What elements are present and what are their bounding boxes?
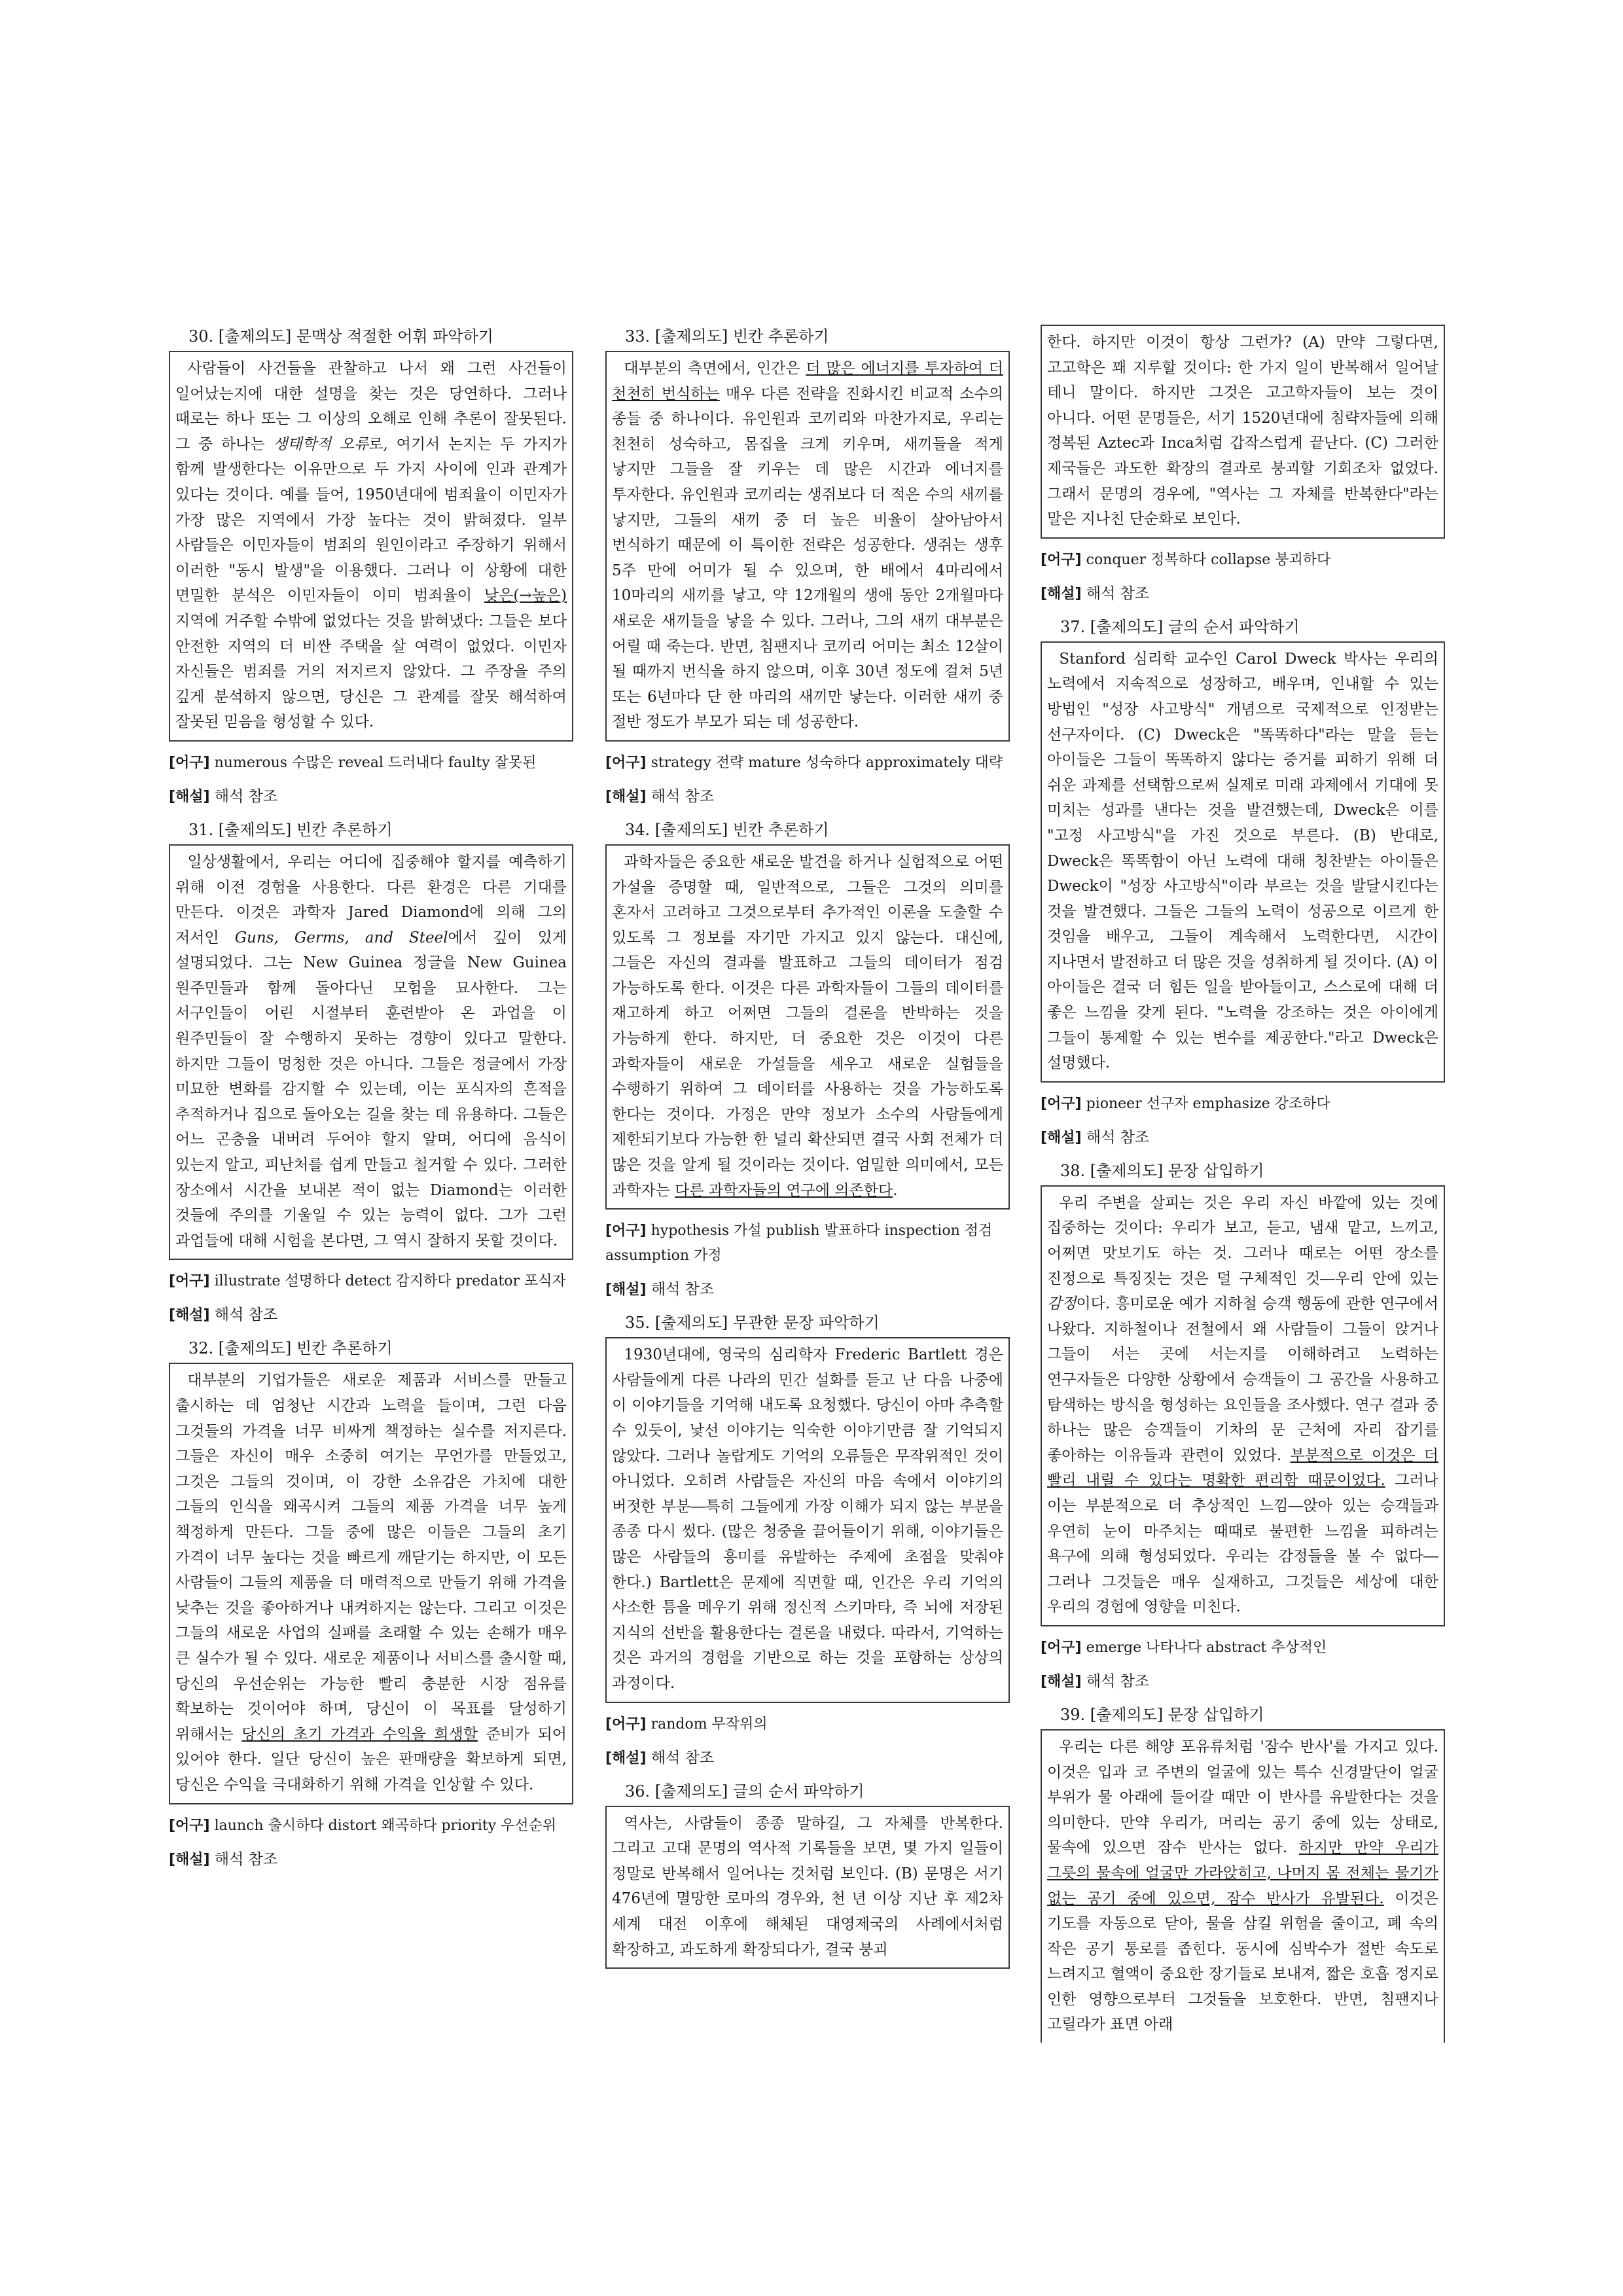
q38-heading: 38. [출제의도] 문장 삽입하기 — [1060, 1161, 1264, 1180]
q34-vocab-tag: [어구] — [605, 1223, 647, 1240]
q32-vocab — [169, 1814, 573, 1839]
q30-vocab-tag: [어구] — [169, 754, 210, 771]
q36-heading: 36. [출제의도] 글의 순서 파악하기 — [625, 1782, 865, 1801]
q31-vocab — [169, 1269, 573, 1294]
q39-underlined: 하지만 만약 우리가 그릇의 물속에 얼굴만 가라앉히고, 나머지 몸 전체는 물기가 없는 공기 중에 있으면, 잠수 반사가 유발된다. — [1047, 1839, 1438, 1907]
q37-vocab — [1041, 1092, 1445, 1117]
q35-sol-tag: [해설] — [605, 1749, 647, 1767]
q34-text-2: . — [893, 1181, 898, 1199]
q33-vocab-text: strategy 전략 mature 성숙하다 approximately 대략 — [646, 754, 1003, 771]
q30-vocab — [169, 751, 573, 776]
q30-text-3: 지역에 거주할 수밖에 없었다는 것을 밝혀냈다: 그들은 보다 안전한 지역의 더 비싼 주택을 살 여력이 없었다. 이민자 자신들은 범죄를 거의 저지르지 않았다. 그 주장을 주의 깊게 분석하지 않으면, 당신은 그 관계를 잘못 해석하여 잘못된 믿음을 형성할 수 있다. — [175, 612, 567, 731]
q38-vocab — [1041, 1636, 1445, 1660]
q30-underlined: 낮은(→높은) — [484, 587, 567, 605]
q37-text-1: Stanford 심리학 교수인 Carol Dweck 박사는 우리의 노력에서 지속적으로 성장하고, 배우며, 인내할 수 있는 방법인 "성장 사고방식" 개념으로 국제적으로 인정받는 선구자이다. (C) Dweck은 "똑똑하다"라는 말을 듣는 아이들은 그들이 똑똑하지 않다는 증거를 피하기 위해 더 쉬운 과제를 선택함으로써 실제로 미래 과제에서 기대에 못 미치는 성과를 낸다는 것을 발견했는데, Dweck은 이를 "고정 사고방식"을 가진 것으로 부른다. (B) 반대로, Dweck은 똑똑함이 아닌 노력에 대해 칭찬받는 아이들은 Dweck이 "성장 사고방식"이라 부르는 것을 발달시킨다는 것을 발견했다. 그들은 그들의 노력이 성공으로 이르게 한 것임을 배우고, 그들이 계속해서 노력한다면, 시간이 지나면서 발전하고 더 많은 것을 성취하게 될 것이다. (A) 이 아이들은 결국 더 힘든 일을 받아들이고, 스스로에 대해 더 좋은 느낌을 갖게 된다. "노력을 강조하는 것은 아이에게 그들이 통제할 수 있는 변수를 제공한다."라고 Dweck은 설명했다. — [1047, 650, 1438, 1072]
q35-vocab-tag: [어구] — [605, 1715, 647, 1732]
q33-sol-tag: [해설] — [605, 788, 647, 805]
q36-sol-text: 해석 참조 — [1081, 584, 1150, 602]
q38-text-1: 우리 주변을 살피는 것은 우리 자신 바깥에 있는 것에 집중하는 것이다: 우리가 보고, 듣고, 냄새 맡고, 느끼고, 어쩌면 맛보기도 하는 것. 그러나 때로는 어떤 장소를 진정으로 특징짓는 것은 덜 구체적인 것―우리 안에 있는 — [1047, 1194, 1438, 1287]
q31-vocab-tag: [어구] — [169, 1273, 210, 1290]
q30-sol-text: 해석 참조 — [209, 787, 278, 805]
q32-sol-tag: [해설] — [169, 1851, 210, 1868]
q35-solution — [605, 1748, 1010, 1769]
q38-text-2: 이다. 흥미로운 예가 지하철 승객 행동에 관한 연구에서 나왔다. 지하철이나 전철에서 왜 사람들이 그들이 앉거나 그들이 서는 곳에 서는지를 이해하려고 노력하는 연구자들은 다양한 상황에서 승객들이 그 공간을 사용하고 탐색하는 방식을 형성하는 요인들을 조사했다. 연구 결과 중 하나는 많은 승객들이 기차의 문 근처에 자리 잡기를 좋아하는 이유들과 관련이 있었다. — [1047, 1295, 1438, 1464]
q39-heading: 39. [출제의도] 문장 삽입하기 — [1060, 1705, 1264, 1724]
q39-text-1: 우리는 다른 해양 포유류처럼 '잠수 반사'를 가지고 있다. 이것은 입과 코 주변의 얼굴에 있는 특수 신경말단이 얼굴 부위가 물 아래에 들어갈 때만 이 반사를 유발한다는 것을 의미한다. 만약 우리가, 머리는 공기 중에 있는 상태로, 물속에 있으면 잠수 반사는 없다. — [1047, 1738, 1438, 1857]
q38-solution — [1041, 1671, 1445, 1693]
column-right — [1041, 326, 1445, 2052]
q32-sol-text: 해석 참조 — [209, 1850, 278, 1868]
q31-text-2: 에서 깊이 있게 설명되었다. 그는 New Guinea 정글을 New Guinea 원주민들과 함께 돌아다닌 모험을 묘사한다. 그는 서구인들이 어린 시절부터 훈련받아 온 과업을 이 원주민들이 잘 수행하지 못하는 경향이 있다고 말한다. 하지만 그들이 멍청한 것은 아니다. 그들은 정글에서 가장 미묘한 변화를 감지할 수 있는데, 이는 포식자의 흔적을 추적하거나 집으로 돌아오는 길을 찾는 데 유용하다. 그들은 어느 곤충을 내버려 두어야 할지 알며, 어디에 음식이 있는지 알고, 피난처를 쉽게 만들고 철거할 수 있다. 그러한 장소에서 시간을 보내본 적이 없는 Diamond는 이러한 것들에 주의를 기울일 수 있는 능력이 없다. 그가 그런 과업들에 대해 시험을 본다면, 그 역시 잘하지 못할 것이다. — [175, 929, 567, 1249]
q31-heading: 31. [출제의도] 빈칸 추론하기 — [188, 820, 393, 839]
q31-solution — [169, 1304, 573, 1326]
q34-solution — [605, 1279, 1010, 1300]
q32-vocab-tag: [어구] — [169, 1817, 210, 1834]
q34-heading: 34. [출제의도] 빈칸 추론하기 — [625, 820, 829, 839]
q38-vocab-tag: [어구] — [1041, 1639, 1082, 1656]
q31-passage — [169, 844, 573, 1261]
q32-vocab-text: launch 출시하다 distort 왜곡하다 priority 우선순위 — [209, 1817, 557, 1834]
q39-passage — [1041, 1729, 1445, 2043]
q34-sol-text: 해석 참조 — [646, 1281, 715, 1299]
q33-solution — [605, 786, 1010, 808]
q35-passage — [605, 1337, 1010, 1702]
q30-solution — [169, 786, 573, 808]
q36-vocab-tag: [어구] — [1041, 551, 1082, 568]
q31-vocab-text: illustrate 설명하다 detect 감지하다 predator 포식자 — [209, 1273, 566, 1290]
q30-text-2: 로, 여기서 논지는 두 가지가 함께 발생한다는 이유만으로 두 가지 사이에 인과 관계가 있다는 것이다. 예를 들어, 1950년대에 범죄율이 이민자가 가장 많은 지역에서 가장 높다는 것이 밝혀졌다. 일부 사람들은 이민자들이 범죄의 원인이라고 주장하기 위해서 이러한 "동시 발생"을 이용했다. 그러나 이 상황에 대한 면밀한 분석은 이민자들이 이미 범죄율이 — [175, 435, 567, 605]
q37-passage — [1041, 641, 1445, 1083]
q30-heading: 30. [출제의도] 문맥상 적절한 어휘 파악하기 — [188, 327, 493, 346]
q30-sol-tag: [해설] — [169, 788, 210, 805]
q38-sol-tag: [해설] — [1041, 1673, 1082, 1690]
q35-sol-text: 해석 참조 — [646, 1749, 715, 1767]
q37-heading: 37. [출제의도] 글의 순서 파악하기 — [1060, 617, 1300, 636]
q33-text-1: 대부분의 측면에서, 인간은 — [624, 360, 806, 377]
q33-vocab — [605, 751, 1010, 776]
q34-sol-tag: [해설] — [605, 1282, 647, 1299]
q37-solution — [1041, 1127, 1445, 1149]
q34-vocab — [605, 1219, 1010, 1268]
q37-vocab-text: pioneer 선구자 emphasize 강조하다 — [1081, 1095, 1330, 1112]
q38-text-3: 그러나 이는 부분적으로 더 추상적인 느낌―앉아 있는 승객들과 우연히 눈이 마주치는 때때로 불편한 느낌을 피하려는 욕구에 의해 형성되었다. 우리는 감정들을 볼 수 없다―그러나 그것들은 매우 실재하고, 그것들은 세상에 대한 우리의 경험에 영향을 미친다. — [1047, 1472, 1438, 1616]
q36-text-1: 역사는, 사람들이 종종 말하길, 그 자체를 반복한다. 그리고 고대 문명의 역사적 기록들을 보면, 몇 가지 일들이 정말로 반복해서 일어나는 것처럼 보인다. (B) 문명은 서기 476년에 멸망한 로마의 경우와, 천 년 이상 지난 후 제2차 세계 대전 이후에 해체된 대영제국의 사례에서처럼 확장하고, 과도하게 확장되다가, 결국 붕괴 — [612, 1814, 1003, 1958]
q36-passage-part2 — [1041, 325, 1445, 539]
q30-italic-term: 생태학적 오류 — [273, 435, 369, 453]
column-left — [169, 326, 573, 1882]
q35-heading: 35. [출제의도] 무관한 문장 파악하기 — [625, 1314, 880, 1333]
q32-passage — [169, 1363, 573, 1804]
q38-italic-term: 감정 — [1047, 1295, 1077, 1313]
q30-vocab-text: numerous 수많은 reveal 드러내다 faulty 잘못된 — [209, 754, 537, 771]
q37-vocab-tag: [어구] — [1041, 1095, 1082, 1112]
q36-text-2: 한다. 하지만 이것이 항상 그런가? (A) 만약 그렇다면, 고고학은 꽤 지루할 것이다: 한 가지 일이 반복해서 일어날 테니 말이다. 하지만 그것은 고고학자들이 보는 것이 아니다. 어떤 문명들은, 서기 1520년대에 침략자들에 의해 정복된 Aztec과 Inca처럼 갑작스럽게 끝난다. (C) 그러한 제국들은 과도한 확장의 결과로 붕괴할 기회조차 없었다. 그래서 문명의 경우에, "역사는 그 자체를 반복한다"라는 말은 지나친 단순화로 보인다. — [1047, 334, 1438, 528]
q34-passage — [605, 844, 1010, 1210]
q32-heading: 32. [출제의도] 빈칸 추론하기 — [188, 1339, 393, 1358]
q33-sol-text: 해석 참조 — [646, 787, 715, 805]
q33-passage — [605, 351, 1010, 742]
q34-text-1: 과학자들은 중요한 새로운 발견을 하거나 실험적으로 어떤 가설을 증명할 때, 일반적으로, 그들은 그것의 의미를 혼자서 고려하고 그것으로부터 추가적인 이론을 도출할 수 있도록 그 정보를 자기만 가지고 있지 않는다. 대신에, 그들은 자신의 결과를 발표하고 그들의 데이터가 점검 가능하도록 한다. 이것은 다른 과학자들이 그들의 데이터를 재고하게 하고 어쩌면 그들의 결론을 반박하는 것을 가능하게 한다. 하지만, 더 중요한 것은 이것이 다른 과학자들이 새로운 가설들을 세우고 새로운 실험들을 수행하기 위하여 그 데이터를 사용하는 것을 가능하도록 한다는 것이다. 가정은 만약 정보가 소수의 사람들에게 제한되기보다 가능한 한 널리 확산되면 결국 사회 전체가 더 많은 것을 알게 될 것이라는 것이다. 엄밀한 의미에서, 모든 과학자는 — [612, 853, 1003, 1199]
q34-vocab-text: hypothesis 가설 publish 발표하다 inspection 점검 assumption 가정 — [605, 1223, 993, 1265]
q36-solution — [1041, 583, 1445, 605]
q32-text-1: 대부분의 기업가들은 새로운 제품과 서비스를 만들고 출시하는 데 엄청난 시간과 노력을 들이며, 그런 다음 그것들의 가격을 너무 비싸게 책정하는 실수를 저지른다. 그들은 자신이 매우 소중히 여기는 무언가를 만들었고, 그것은 그들의 것이며, 이 강한 소유감은 가치에 대한 그들의 인식을 왜곡시켜 그들의 제품 가격을 너무 높게 책정하게 만든다. 그들 중에 많은 이들은 그들의 초기 가격이 너무 높다는 것을 빠르게 깨닫기는 하지만, 이 모든 사람들이 그들의 제품을 더 매력적으로 만들기 위해 가격을 낮추는 것을 좋아하거나 내켜하지는 않는다. 그리고 이것은 그들의 새로운 사업의 실패를 초래할 수 있는 손해가 매우 큰 실수가 될 수 있다. 새로운 제품이나 서비스를 출시할 때, 당신의 우선순위는 가능한 빨리 충분한 시장 점유를 확보하는 것이어야 하며, 당신이 이 목표를 달성하기 위해서는 — [175, 1372, 567, 1743]
q31-text-1: 일상생활에서, 우리는 어디에 집중해야 할지를 예측하기 위해 이전 경험을 사용한다. 다른 환경은 다른 기대를 만든다. 이것은 과학자 Jared Diamond에 의해 그의 저서인 — [175, 853, 567, 946]
q37-sol-tag: [해설] — [1041, 1129, 1082, 1146]
q39-text-2: 이것은 기도를 자동으로 닫아, 물을 삼킬 위험을 줄이고, 폐 속의 작은 공기 통로를 좁힌다. 동시에 심박수가 절반 속도로 느려지고 혈액이 중요한 장기들로 보내져, 짧은 호흡 정지로 인한 영향으로부터 그것들을 보호한다. 반면, 침팬지나 고릴라가 표면 아래 — [1047, 1890, 1438, 2034]
q30-text-1: 사람들이 사건들을 관찰하고 나서 왜 그런 사건들이 일어났는지에 대한 설명을 찾는 것은 당연하다. 그러나 때로는 하나 또는 그 이상의 오해로 인해 추론이 잘못된다. 그 중 하나는 — [175, 360, 567, 453]
q36-vocab — [1041, 548, 1445, 573]
q36-vocab-text: conquer 정복하다 collapse 붕괴하다 — [1081, 551, 1331, 568]
q32-solution — [169, 1849, 573, 1871]
q35-text-1: 1930년대에, 영국의 심리학자 Frederic Bartlett 경은 사람들에게 다른 나라의 민간 설화를 듣고 난 다음 나중에 이 이야기들을 기억해 내도록 요청했다. 당신이 아마 추측할 수 있듯이, 낯선 이야기는 익숙한 이야기만큼 잘 기억되지 않았다. 그러나 놀랍게도 기억의 오류들은 무작위적인 것이 아니었다. 오히려 사람들은 자신의 마음 속에서 이야기의 버젓한 부분―특히 그들에게 가장 이해가 되지 않는 부분을 종종 다시 썼다. (많은 청중을 끌어들이기 위해, 이야기들은 많은 사람들의 흥미를 유발하는 주제에 초점을 맞춰야 한다.) Bartlett은 문제에 직면할 때, 인간은 우리 기억의 사소한 틈을 메우기 위해 정신적 스키마타, 즉 뇌에 저장된 지식의 선반을 활용한다는 결론을 내렸다. 따라서, 기억하는 것은 과거의 경험을 기반으로 하는 것을 포함하는 상상의 과정이다. — [612, 1346, 1003, 1692]
q31-sol-text: 해석 참조 — [209, 1306, 278, 1324]
q33-vocab-tag: [어구] — [605, 754, 647, 771]
q31-sol-tag: [해설] — [169, 1307, 210, 1324]
q32-underlined: 당신의 초기 가격과 수익을 희생할 — [241, 1725, 478, 1743]
q38-passage — [1041, 1185, 1445, 1626]
q33-underlined: 더 많은 에너지를 투자하여 더 천천히 번식하는 — [612, 360, 1003, 403]
q35-vocab — [605, 1712, 1010, 1737]
column-middle — [605, 326, 1010, 1978]
q35-vocab-text: random 무작위의 — [646, 1715, 768, 1732]
q38-vocab-text: emerge 나타나다 abstract 추상적인 — [1081, 1639, 1327, 1656]
q30-passage — [169, 351, 573, 742]
q36-passage-part1 — [605, 1806, 1010, 1969]
q37-sol-text: 해석 참조 — [1081, 1128, 1150, 1146]
q36-sol-tag: [해설] — [1041, 585, 1082, 602]
q33-text-2: 매우 다른 전략을 진화시킨 비교적 소수의 종들 중 하나이다. 유인원과 코끼리와 마찬가지로, 우리는 천천히 성숙하고, 몸집을 크게 키우며, 새끼들을 적게 낳지만 그들을 잘 키우는 데 많은 시간과 에너지를 투자한다. 유인원과 코끼리는 생쥐보다 더 적은 수의 새끼를 낳지만, 그들의 새끼 중 더 높은 비율이 살아남아서 번식하기 때문에 이 특이한 전략은 성공한다. 생쥐는 생후 5주 만에 어미가 될 수 있으며, 한 배에서 4마리에서 10마리의 새끼를 낳고, 약 12개월의 생애 동안 2개월마다 새로운 새끼들을 낳을 수 있다. 그러나, 그의 새끼 대부분은 어릴 때 죽는다. 반면, 침팬지나 코끼리 어미는 최소 12살이 될 때까지 번식을 하지 않으며, 이후 30년 정도에 걸쳐 5년 또는 6년마다 단 한 마리의 새끼만 낳는다. 이러한 새끼 중 절반 정도가 부모가 되는 데 성공한다. — [612, 385, 1003, 731]
q38-sol-text: 해석 참조 — [1081, 1672, 1150, 1690]
q32-text-2: 준비가 되어 있어야 한다. 일단 당신이 높은 판매량을 확보하게 되면, 당신은 수익을 극대화하기 위해 가격을 인상할 수 있다. — [175, 1725, 567, 1793]
q33-heading: 33. [출제의도] 빈칸 추론하기 — [625, 327, 829, 346]
q34-underlined: 다른 과학자들의 연구에 의존한다 — [675, 1181, 893, 1199]
q31-italic-title: Guns, Germs, and Steel — [234, 929, 448, 946]
q38-underlined: 부분적으로 이것은 더 빨리 내릴 수 있다는 명확한 편리함 때문이었다. — [1047, 1446, 1439, 1490]
